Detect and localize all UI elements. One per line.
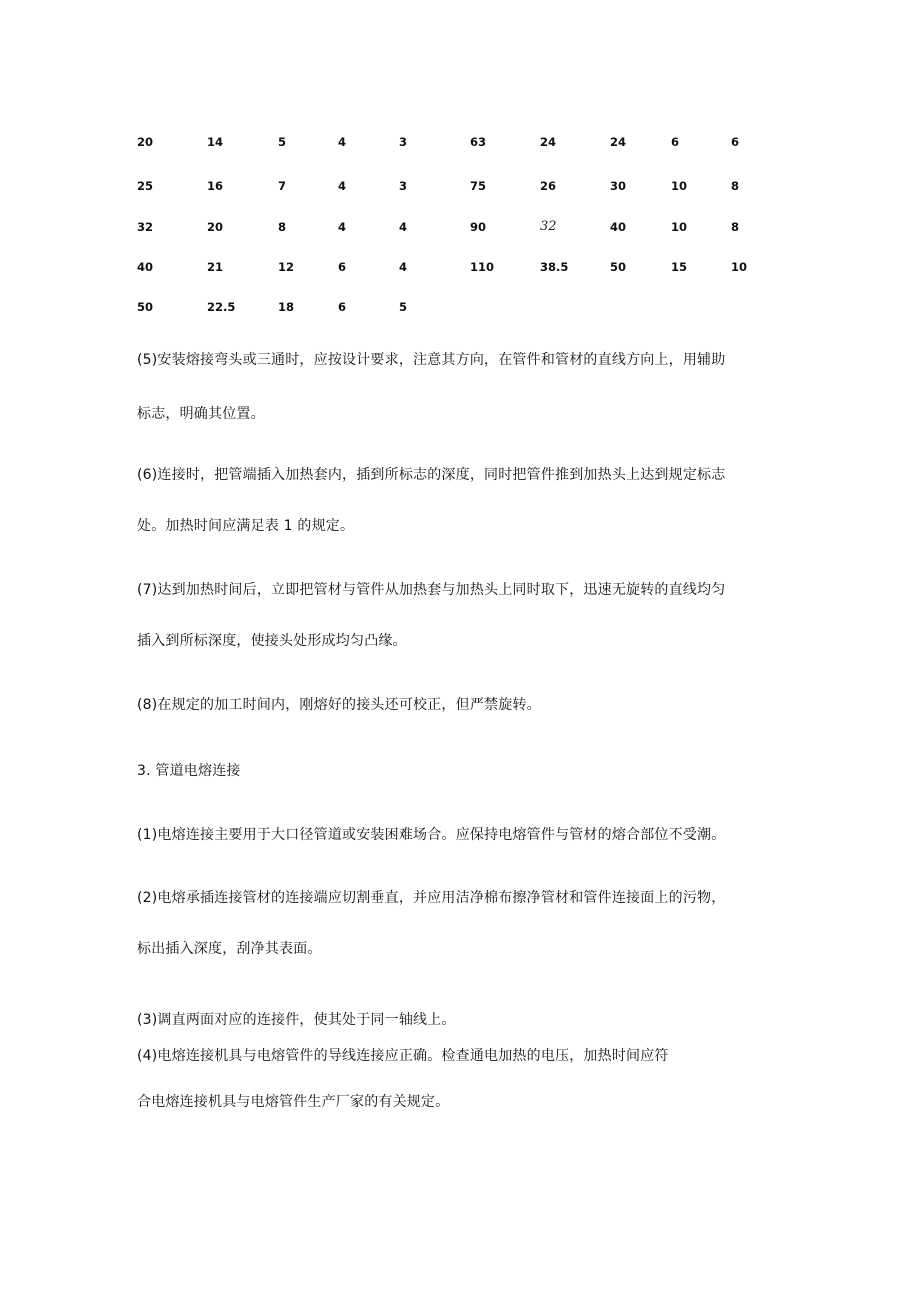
- paragraph-line: 插入到所标深度，使接头处形成均匀凸缘。: [137, 633, 407, 649]
- table-cell: 50: [610, 260, 627, 274]
- table-cell: 22.5: [207, 300, 236, 314]
- section-heading: 3. 管道电熔连接: [137, 763, 241, 779]
- table-cell: 12: [278, 260, 295, 274]
- table-cell: 26: [540, 179, 557, 193]
- table-cell: 38.5: [540, 260, 569, 274]
- table-cell: 15: [671, 260, 688, 274]
- table-cell: 4: [338, 220, 347, 234]
- table-cell: 10: [671, 179, 688, 193]
- paragraph-line: 标志，明确其位置。: [137, 406, 265, 422]
- paragraph-line: (7)达到加热时间后，立即把管材与管件从加热套与加热头上同时取下，迅速无旋转的直线均匀: [137, 582, 726, 598]
- paragraph-line: 处。加热时间应满足表 1 的规定。: [137, 518, 355, 534]
- table-cell: 8: [278, 220, 287, 234]
- table-cell: 90: [470, 220, 487, 234]
- table-cell: 24: [610, 135, 627, 149]
- paragraph-line: 标出插入深度，刮净其表面。: [137, 941, 322, 957]
- table-cell: 16: [207, 179, 224, 193]
- table-cell: 40: [137, 260, 154, 274]
- table-cell: 10: [731, 260, 748, 274]
- table-cell: 5: [278, 135, 287, 149]
- table-cell: 20: [137, 135, 154, 149]
- table-cell: 5: [399, 300, 408, 314]
- table-cell: 30: [610, 179, 627, 193]
- table-cell: 25: [137, 179, 154, 193]
- table-cell: 32: [137, 220, 154, 234]
- table-cell: 8: [731, 179, 740, 193]
- table-cell: 4: [399, 260, 408, 274]
- table-cell: 6: [731, 135, 740, 149]
- paragraph-line: (5)安装熔接弯头或三通时，应按设计要求，注意其方向，在管件和管材的直线方向上，用辅助: [137, 352, 726, 368]
- paragraph-line: (6)连接时，把管端插入加热套内，插到所标志的深度，同时把管件推到加热头上达到规定标志: [137, 467, 726, 483]
- table-cell: 10: [671, 220, 688, 234]
- table-cell: 50: [137, 300, 154, 314]
- paragraph-line: (1)电熔连接主要用于大口径管道或安装困难场合。应保持电熔管件与管材的熔合部位不受潮。: [137, 827, 726, 843]
- table-cell: 14: [207, 135, 224, 149]
- table-cell: 4: [338, 135, 347, 149]
- paragraph-line: (2)电熔承插连接管材的连接端应切割垂直，并应用洁净棉布擦净管材和管件连接面上的污物，: [137, 890, 726, 906]
- table-cell: 63: [470, 135, 487, 149]
- table-cell: 3: [399, 135, 408, 149]
- table-cell: 4: [338, 179, 347, 193]
- table-cell: 6: [338, 300, 347, 314]
- table-cell: 110: [470, 260, 495, 274]
- table-cell: 6: [671, 135, 680, 149]
- table-cell: 3: [399, 179, 408, 193]
- paragraph-line: 合电熔连接机具与电熔管件生产厂家的有关规定。: [137, 1094, 450, 1110]
- table-cell: 21: [207, 260, 224, 274]
- table-cell: 8: [731, 220, 740, 234]
- table-cell: 40: [610, 220, 627, 234]
- table-cell: 18: [278, 300, 295, 314]
- table-cell: 24: [540, 135, 557, 149]
- table-cell: 6: [338, 260, 347, 274]
- table-cell: 32: [540, 219, 557, 234]
- table-cell: 7: [278, 179, 287, 193]
- table-cell: 4: [399, 220, 408, 234]
- table-cell: 75: [470, 179, 487, 193]
- paragraph-line: (4)电熔连接机具与电熔管件的导线连接应正确。检查通电加热的电压，加热时间应符: [137, 1048, 669, 1064]
- paragraph-line: (3)调直两面对应的连接件，使其处于同一轴线上。: [137, 1012, 456, 1028]
- table-cell: 20: [207, 220, 224, 234]
- paragraph-line: (8)在规定的加工时间内，刚熔好的接头还可校正，但严禁旋转。: [137, 697, 541, 713]
